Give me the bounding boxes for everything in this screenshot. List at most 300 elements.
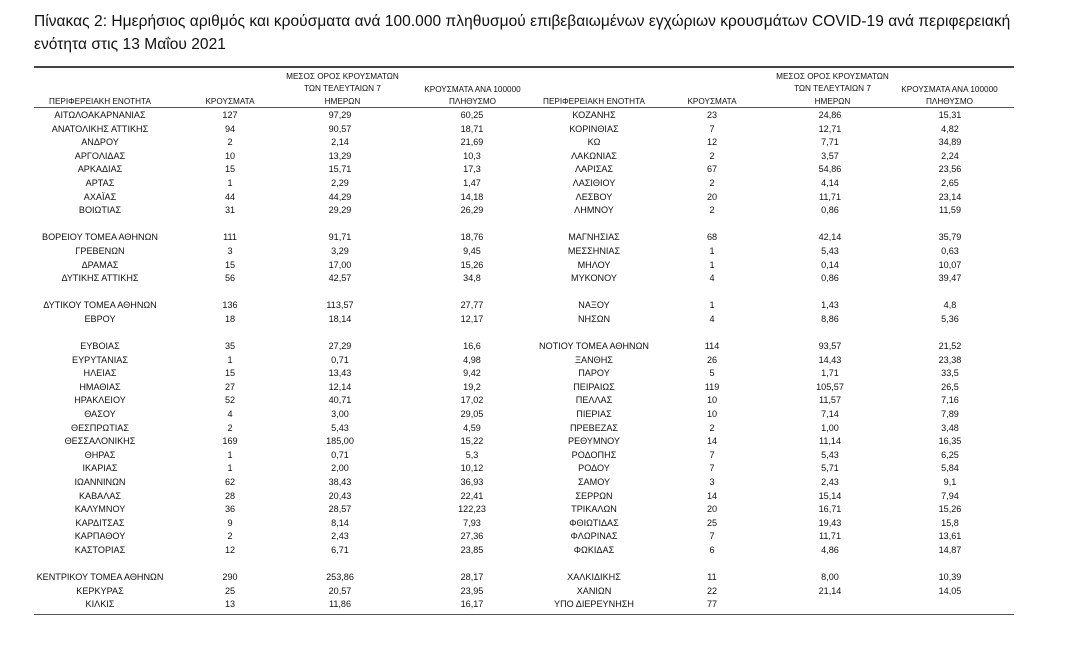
right-row-per100k-cell: 23,38 xyxy=(938,354,962,365)
right-header-region: ΠΕΡΙΦΕΡΕΙΑΚΗ ΕΝΟΤΗΤΑ xyxy=(543,97,645,106)
left-row-cases-cell: 44 xyxy=(224,191,236,202)
right-row-avg-cell: 105,57 xyxy=(816,381,844,392)
left-row-avg-cell: 11,86 xyxy=(328,599,352,610)
right-row-region-cell: ΜΕΣΣΗΝΙΑΣ xyxy=(567,245,621,256)
right-row-avg-cell: 4,86 xyxy=(821,545,839,555)
left-row-cases-cell: 3 xyxy=(227,245,233,256)
right-row-avg-cell: 16,71 xyxy=(818,504,842,515)
left-row-cases-cell: 2 xyxy=(227,137,233,148)
right-row-avg-cell: 7,14 xyxy=(821,409,839,420)
left-row-avg-cell: 91,71 xyxy=(328,232,352,243)
left-row-per100k-cell: 12,17 xyxy=(460,313,484,324)
left-row-per100k-cell: 23,85 xyxy=(460,545,484,555)
right-row-avg-cell: 42,14 xyxy=(818,232,842,243)
left-row-cases-cell: 1 xyxy=(227,463,233,474)
left-row-per100k-cell: 27,77 xyxy=(460,300,484,311)
left-row-per100k-cell: 17,3 xyxy=(463,164,481,175)
right-row-cases-cell: 20 xyxy=(706,504,718,515)
right-row-per100k-cell: 0,63 xyxy=(941,245,959,256)
left-header-avg-line1: ΜΕΣΟΣ ΟΡΟΣ ΚΡΟΥΣΜΑΤΩΝ xyxy=(286,72,399,81)
right-row-region-cell: ΠΕΙΡΑΙΩΣ xyxy=(573,381,615,392)
left-row-region-cell: ΚΕΝΤΡΙΚΟΥ ΤΟΜΕΑ ΑΘΗΝΩΝ xyxy=(36,572,164,583)
left-row-cases-cell: 31 xyxy=(224,205,236,216)
left-row-avg-cell: 12,14 xyxy=(328,381,352,392)
left-row-region-cell: ΑΝΑΤΟΛΙΚΗΣ ΑΤΤΙΚΗΣ xyxy=(51,123,149,134)
left-row-per100k-cell: 9,45 xyxy=(463,245,481,256)
left-region-column xyxy=(34,109,166,612)
left-row-cases-cell: 62 xyxy=(224,477,236,488)
left-row-cases-cell: 52 xyxy=(224,395,236,406)
left-row-per100k-cell: 28,17 xyxy=(460,572,484,583)
left-row-avg-cell: 0,71 xyxy=(331,354,349,365)
right-row-cases-cell: 14 xyxy=(706,436,718,447)
left-row-avg-cell: 42,57 xyxy=(328,273,352,284)
right-row-per100k-cell: 21,52 xyxy=(938,341,962,352)
right-row-cases-cell: 6 xyxy=(709,545,715,555)
row-gap xyxy=(790,327,870,341)
right-row-per100k-cell: 26,5 xyxy=(941,381,959,392)
right-row-per100k-cell: 34,89 xyxy=(938,137,962,148)
left-row-per100k-cell: 17,02 xyxy=(460,395,484,406)
right-row-avg-cell: 7,71 xyxy=(821,137,839,148)
right-row-avg-cell xyxy=(790,598,870,612)
right-row-avg-cell: 11,71 xyxy=(818,531,842,542)
left-row-region-cell: ΚΑΡΠΑΘΟΥ xyxy=(74,531,126,542)
left-row-region-cell: ΘΕΣΠΡΩΤΙΑΣ xyxy=(71,422,129,433)
right-row-cases-cell: 4 xyxy=(709,313,715,324)
right-row-avg-cell: 8,00 xyxy=(821,572,839,583)
left-row-per100k-cell: 14,18 xyxy=(460,191,484,202)
left-row-region-cell: ΔΥΤΙΚΗΣ ΑΤΤΙΚΗΣ xyxy=(61,273,139,284)
left-header-avg-line3: ΗΜΕΡΩΝ xyxy=(324,97,361,106)
row-gap xyxy=(432,286,512,300)
left-row-region-cell: ΔΡΑΜΑΣ xyxy=(81,259,119,270)
right-row-cases-cell: 1 xyxy=(709,245,715,256)
left-row-cases-cell: 56 xyxy=(224,273,236,284)
right-row-cases-cell: 77 xyxy=(706,599,718,610)
left-row-cases-cell: 36 xyxy=(224,504,236,515)
right-row-per100k-cell: 14,05 xyxy=(938,585,962,596)
left-row-avg-cell: 18,14 xyxy=(328,313,352,324)
right-row-region-cell: ΡΟΔΟΠΗΣ xyxy=(571,449,617,460)
left-row-per100k-cell: 36,93 xyxy=(460,477,484,488)
left-row-cases-cell: 127 xyxy=(222,110,238,120)
left-row-avg-cell: 185,00 xyxy=(326,436,354,447)
row-gap xyxy=(190,286,270,300)
left-row-avg-cell: 2,00 xyxy=(331,463,349,474)
left-row-per100k-cell: 26,29 xyxy=(460,205,484,216)
right-row-cases-cell: 68 xyxy=(706,232,718,243)
left-header-region: ΠΕΡΙΦΕΡΕΙΑΚΗ ΕΝΟΤΗΤΑ xyxy=(49,97,151,106)
right-row-cases-cell: 2 xyxy=(709,177,715,188)
right-row-cases-cell: 11 xyxy=(707,572,717,583)
right-row-cases-cell: 7 xyxy=(709,449,715,460)
right-row-region-cell: ΚΩ xyxy=(587,137,601,148)
left-row-cases-cell: 18 xyxy=(224,313,236,324)
row-gap xyxy=(432,218,512,232)
right-row-per100k-cell: 15,31 xyxy=(938,110,962,120)
right-row-region-cell: ΝΗΣΩΝ xyxy=(577,313,611,324)
right-row-region-cell: ΦΛΩΡΙΝΑΣ xyxy=(570,531,618,542)
left-row-region-cell: ΓΡΕΒΕΝΩΝ xyxy=(75,245,125,256)
left-row-per100k-cell: 16,17 xyxy=(460,599,484,610)
left-row-avg-cell: 15,71 xyxy=(328,164,352,175)
left-row-avg-cell: 28,57 xyxy=(328,504,352,515)
right-row-region-cell: ΛΑΣΙΘΙΟΥ xyxy=(572,177,616,188)
right-row-per100k-cell: 7,89 xyxy=(941,409,959,420)
left-avg-column xyxy=(300,109,380,612)
left-row-per100k-cell: 5,3 xyxy=(465,449,479,460)
row-gap xyxy=(190,327,270,341)
right-row-avg-cell: 11,14 xyxy=(818,436,842,447)
right-row-per100k-cell: 39,47 xyxy=(938,273,962,284)
left-row-cases-cell: 25 xyxy=(224,585,236,596)
right-row-per100k-cell: 14,87 xyxy=(938,545,962,555)
left-row-cases-cell: 10 xyxy=(224,150,236,161)
right-row-avg-cell: 1,00 xyxy=(821,422,839,433)
row-gap xyxy=(34,286,166,300)
right-row-avg-cell: 54,86 xyxy=(818,164,842,175)
row-gap xyxy=(190,558,270,572)
right-row-per100k-cell xyxy=(910,598,990,612)
left-header-per100k-line1: ΚΡΟΥΣΜΑΤΑ ΑΝΑ 100000 xyxy=(424,85,521,94)
right-row-cases-cell: 7 xyxy=(709,531,715,542)
right-row-region-cell: ΣΑΜΟΥ xyxy=(577,477,611,488)
left-row-region-cell: ΚΕΡΚΥΡΑΣ xyxy=(76,585,124,596)
left-row-avg-cell: 0,71 xyxy=(331,449,349,460)
right-row-per100k-cell: 5,84 xyxy=(941,463,959,474)
left-header-per100k-line2: ΠΛΗΘΥΣΜΟ xyxy=(448,97,497,106)
row-gap xyxy=(790,286,870,300)
row-gap xyxy=(528,558,660,572)
right-row-avg-cell: 5,43 xyxy=(821,449,839,460)
right-row-per100k-cell: 13,61 xyxy=(938,531,962,542)
left-row-avg-cell: 2,43 xyxy=(331,531,349,542)
row-gap xyxy=(672,327,752,341)
left-per100k-column xyxy=(432,109,512,612)
right-row-region-cell: ΜΗΛΟΥ xyxy=(577,259,611,270)
row-gap xyxy=(672,558,752,572)
left-row-region-cell: ΔΥΤΙΚΟΥ ΤΟΜΕΑ ΑΘΗΝΩΝ xyxy=(43,300,157,311)
right-row-per100k-cell: 9,1 xyxy=(943,477,957,488)
left-row-region-cell: ΚΑΛΥΜΝΟΥ xyxy=(74,504,126,515)
left-row-region-cell: ΕΒΡΟΥ xyxy=(84,313,116,324)
right-row-per100k-cell: 10,39 xyxy=(938,572,962,583)
right-row-cases-cell: 23 xyxy=(706,110,718,120)
right-row-region-cell: ΧΑΝΙΩΝ xyxy=(576,585,612,596)
right-row-per100k-cell: 7,94 xyxy=(941,490,959,501)
right-row-avg-cell: 11,71 xyxy=(818,191,842,202)
right-row-avg-cell: 19,43 xyxy=(818,517,842,528)
right-row-per100k-cell: 10,07 xyxy=(938,259,962,270)
right-row-region-cell: ΛΕΣΒΟΥ xyxy=(575,191,613,202)
left-row-avg-cell: 38,43 xyxy=(328,477,352,488)
right-row-per100k-cell: 15,8 xyxy=(941,517,959,528)
left-row-region-cell: ΗΛΕΙΑΣ xyxy=(83,368,117,379)
left-row-cases-cell: 2 xyxy=(227,422,233,433)
left-row-region-cell: ΘΗΡΑΣ xyxy=(84,449,116,460)
right-row-per100k-cell: 4,82 xyxy=(941,123,959,134)
left-row-avg-cell: 17,00 xyxy=(328,259,352,270)
right-row-avg-cell: 15,14 xyxy=(818,490,842,501)
right-row-per100k-cell: 23,14 xyxy=(938,191,962,202)
right-row-cases-cell: 25 xyxy=(706,517,718,528)
right-row-avg-cell: 93,57 xyxy=(818,341,842,352)
right-row-avg-cell: 1,43 xyxy=(821,300,839,311)
left-row-per100k-cell: 10,3 xyxy=(463,150,481,161)
row-gap xyxy=(910,286,990,300)
left-row-region-cell: ΑΡΤΑΣ xyxy=(85,177,115,188)
right-row-cases-cell: 10 xyxy=(706,395,718,406)
right-row-region-cell: ΠΡΕΒΕΖΑΣ xyxy=(569,422,619,433)
right-row-avg-cell: 1,71 xyxy=(821,368,839,379)
right-row-region-cell: ΚΟΖΑΝΗΣ xyxy=(572,110,616,120)
right-header-avg-line1: ΜΕΣΟΣ ΟΡΟΣ ΚΡΟΥΣΜΑΤΩΝ xyxy=(776,72,889,81)
left-row-region-cell: ΑΡΚΑΔΙΑΣ xyxy=(77,164,123,175)
row-gap xyxy=(790,218,870,232)
right-row-per100k-cell: 11,59 xyxy=(938,205,962,216)
right-row-avg-cell: 0,86 xyxy=(821,205,839,216)
left-row-region-cell: ΚΑΒΑΛΑΣ xyxy=(78,490,122,501)
left-row-cases-cell: 28 xyxy=(224,490,236,501)
left-row-per100k-cell: 27,36 xyxy=(460,531,484,542)
right-row-cases-cell: 12 xyxy=(706,137,718,148)
right-header-per100k-line2: ΠΛΗΘΥΣΜΟ xyxy=(925,97,974,106)
header-rule xyxy=(34,107,1014,108)
right-row-per100k-cell: 4,8 xyxy=(943,300,957,311)
right-row-region-cell: ΦΩΚΙΔΑΣ xyxy=(573,545,615,555)
left-row-cases-cell: 15 xyxy=(224,259,236,270)
left-row-cases-cell: 136 xyxy=(222,300,238,311)
left-row-cases-cell: 13 xyxy=(224,599,236,610)
right-row-cases-cell: 114 xyxy=(704,341,720,352)
left-row-cases-cell: 1 xyxy=(227,177,233,188)
row-gap xyxy=(672,286,752,300)
right-row-per100k-cell: 2,65 xyxy=(941,177,959,188)
row-gap xyxy=(672,218,752,232)
left-row-cases-cell: 94 xyxy=(224,123,236,134)
right-row-cases-cell: 67 xyxy=(706,164,718,175)
left-row-cases-cell: 15 xyxy=(224,368,236,379)
left-row-avg-cell: 27,29 xyxy=(328,341,352,352)
left-header-avg xyxy=(270,72,415,107)
right-header-avg-line2: ΤΩΝ ΤΕΛΕΥΤΑΙΩΝ 7 xyxy=(794,84,871,93)
row-gap xyxy=(432,558,512,572)
left-row-cases-cell: 1 xyxy=(227,449,233,460)
left-row-per100k-cell: 1,47 xyxy=(463,177,481,188)
right-row-cases-cell: 7 xyxy=(709,463,715,474)
right-row-avg-cell: 5,43 xyxy=(821,245,839,256)
left-row-per100k-cell: 15,26 xyxy=(460,259,484,270)
row-gap xyxy=(190,218,270,232)
left-row-region-cell: ΘΕΣΣΑΛΟΝΙΚΗΣ xyxy=(64,436,136,447)
right-row-region-cell: ΝΑΞΟΥ xyxy=(578,300,610,311)
left-row-per100k-cell: 60,25 xyxy=(460,110,484,120)
right-row-per100k-cell: 6,25 xyxy=(941,449,959,460)
left-row-region-cell: ΑΧΑΪΑΣ xyxy=(83,191,117,202)
right-row-cases-cell: 4 xyxy=(709,273,715,284)
right-row-region-cell: ΦΘΙΩΤΙΔΑΣ xyxy=(569,517,619,528)
right-row-region-cell: ΝΟΤΙΟΥ ΤΟΜΕΑ ΑΘΗΝΩΝ xyxy=(539,341,649,352)
right-row-per100k-cell: 33,5 xyxy=(941,368,959,379)
bottom-rule xyxy=(34,614,1014,615)
left-row-per100k-cell: 19,2 xyxy=(463,381,481,392)
right-row-cases-cell: 2 xyxy=(709,422,715,433)
left-row-per100k-cell: 10,12 xyxy=(460,463,484,474)
right-row-cases-cell: 22 xyxy=(706,585,718,596)
right-row-per100k-cell: 16,35 xyxy=(938,436,962,447)
right-row-cases-cell: 1 xyxy=(709,259,715,270)
left-row-avg-cell: 40,71 xyxy=(328,395,352,406)
right-row-region-cell: ΡΕΘΥΜΝΟΥ xyxy=(568,436,620,447)
left-row-avg-cell: 13,29 xyxy=(328,150,352,161)
left-row-cases-cell: 111 xyxy=(223,232,237,243)
left-row-per100k-cell: 122,23 xyxy=(458,504,486,515)
right-row-avg-cell: 3,57 xyxy=(821,150,839,161)
right-row-region-cell: ΜΑΓΝΗΣΙΑΣ xyxy=(568,232,620,243)
left-row-avg-cell: 5,43 xyxy=(331,422,349,433)
left-header-per100k xyxy=(405,85,540,107)
left-row-cases-cell: 15 xyxy=(224,164,236,175)
right-header-cases: ΚΡΟΥΣΜΑΤΑ xyxy=(687,97,737,106)
left-row-avg-cell: 97,29 xyxy=(328,110,352,120)
left-row-region-cell: ΒΟΡΕΙΟΥ ΤΟΜΕΑ ΑΘΗΝΩΝ xyxy=(42,232,158,243)
right-row-avg-cell: 4,14 xyxy=(821,177,839,188)
left-row-per100k-cell: 4,98 xyxy=(463,354,481,365)
left-row-avg-cell: 20,43 xyxy=(328,490,352,501)
right-row-avg-cell: 0,14 xyxy=(821,259,839,270)
right-row-per100k-cell: 35,79 xyxy=(938,232,962,243)
right-header-per100k-line1: ΚΡΟΥΣΜΑΤΑ ΑΝΑ 100000 xyxy=(901,85,998,94)
row-gap xyxy=(910,218,990,232)
row-gap xyxy=(300,286,380,300)
row-gap xyxy=(910,327,990,341)
left-row-cases-cell: 12 xyxy=(224,545,236,555)
left-row-per100k-cell: 21,69 xyxy=(460,137,484,148)
left-row-per100k-cell: 15,22 xyxy=(460,436,484,447)
left-row-cases-cell: 290 xyxy=(222,572,238,583)
right-header-per100k xyxy=(882,85,1017,107)
left-row-per100k-cell: 23,95 xyxy=(460,585,484,596)
left-row-avg-cell: 2,14 xyxy=(331,137,349,148)
left-row-per100k-cell: 34,8 xyxy=(463,273,481,284)
left-row-avg-cell: 253,86 xyxy=(326,572,354,583)
right-row-region-cell: ΠΑΡΟΥ xyxy=(578,368,610,379)
right-row-per100k-cell: 7,16 xyxy=(941,395,959,406)
left-row-avg-cell: 90,57 xyxy=(328,123,352,134)
left-row-cases-cell: 1 xyxy=(227,354,233,365)
left-row-region-cell: ΙΚΑΡΙΑΣ xyxy=(82,463,118,474)
right-region-column xyxy=(528,109,660,612)
right-row-per100k-cell: 23,56 xyxy=(938,164,962,175)
left-row-avg-cell: 29,29 xyxy=(328,205,352,216)
right-row-per100k-cell: 2,24 xyxy=(941,150,959,161)
left-row-region-cell: ΗΜΑΘΙΑΣ xyxy=(79,381,121,392)
right-row-region-cell: ΛΑΚΩΝΙΑΣ xyxy=(571,150,617,161)
right-row-avg-cell: 2,43 xyxy=(821,477,839,488)
left-row-avg-cell: 2,29 xyxy=(331,177,349,188)
right-row-avg-cell: 14,43 xyxy=(818,354,842,365)
right-row-cases-cell: 119 xyxy=(704,381,720,392)
right-row-region-cell: ΛΑΡΙΣΑΣ xyxy=(574,164,614,175)
right-row-region-cell: ΜΥΚΟΝΟΥ xyxy=(571,273,617,284)
left-row-per100k-cell: 18,71 xyxy=(460,123,484,134)
row-gap xyxy=(790,558,870,572)
left-row-cases-cell: 169 xyxy=(222,436,238,447)
row-gap xyxy=(300,327,380,341)
left-row-cases-cell: 27 xyxy=(224,381,236,392)
left-row-region-cell: ΗΡΑΚΛΕΙΟΥ xyxy=(74,395,126,406)
left-row-region-cell: ΚΑΡΔΙΤΣΑΣ xyxy=(75,517,125,528)
right-row-avg-cell: 8,86 xyxy=(821,313,839,324)
row-gap xyxy=(34,218,166,232)
left-row-region-cell: ΙΩΑΝΝΙΝΩΝ xyxy=(74,477,126,488)
right-row-region-cell: ΥΠΟ ΔΙΕΡΕΥΝΗΣΗ xyxy=(554,599,634,610)
left-row-per100k-cell: 22,41 xyxy=(460,490,484,501)
right-row-cases-cell: 14 xyxy=(706,490,718,501)
row-gap xyxy=(300,218,380,232)
right-row-per100k-cell: 3,48 xyxy=(941,422,959,433)
right-row-region-cell: ΚΟΡΙΝΘΙΑΣ xyxy=(569,123,619,134)
right-row-region-cell: ΠΙΕΡΙΑΣ xyxy=(576,409,612,420)
left-row-region-cell: ΑΙΤΩΛΟΑΚΑΡΝΑΝΙΑΣ xyxy=(54,110,146,120)
row-gap xyxy=(34,558,166,572)
left-row-region-cell: ΑΝΔΡΟΥ xyxy=(81,137,119,148)
left-row-region-cell: ΒΟΙΩΤΙΑΣ xyxy=(78,205,122,216)
row-gap xyxy=(300,558,380,572)
left-row-region-cell: ΕΥΒΟΙΑΣ xyxy=(80,341,120,352)
right-row-avg-cell: 0,86 xyxy=(821,273,839,284)
right-row-per100k-cell: 15,26 xyxy=(938,504,962,515)
right-row-cases-cell: 26 xyxy=(706,354,718,365)
right-row-region-cell: ΠΕΛΛΑΣ xyxy=(575,395,613,406)
left-cases-column xyxy=(190,109,270,612)
left-row-cases-cell: 35 xyxy=(224,341,236,352)
right-header-avg-line3: ΗΜΕΡΩΝ xyxy=(814,97,851,106)
right-cases-column xyxy=(672,109,752,612)
left-row-cases-cell: 4 xyxy=(227,409,233,420)
left-header-cases: ΚΡΟΥΣΜΑΤΑ xyxy=(205,97,255,106)
left-row-cases-cell: 2 xyxy=(227,531,233,542)
right-row-cases-cell: 1 xyxy=(709,300,715,311)
right-row-avg-cell: 11,57 xyxy=(818,395,842,406)
row-gap xyxy=(528,218,660,232)
left-row-avg-cell: 13,43 xyxy=(328,368,352,379)
left-row-avg-cell: 20,57 xyxy=(328,585,352,596)
left-row-per100k-cell: 9,42 xyxy=(463,368,481,379)
left-row-per100k-cell: 16,6 xyxy=(463,341,481,352)
left-row-region-cell: ΚΙΛΚΙΣ xyxy=(85,599,115,610)
right-per100k-column xyxy=(910,109,990,612)
right-row-cases-cell: 2 xyxy=(709,150,715,161)
right-row-region-cell: ΡΟΔΟΥ xyxy=(578,463,610,474)
left-row-avg-cell: 113,57 xyxy=(326,300,354,311)
right-row-region-cell: ΞΑΝΘΗΣ xyxy=(575,354,613,365)
right-row-region-cell: ΛΗΜΝΟΥ xyxy=(574,205,614,216)
row-gap xyxy=(432,327,512,341)
right-row-avg-cell: 24,86 xyxy=(818,110,842,120)
right-avg-column xyxy=(790,109,870,612)
right-row-cases-cell: 3 xyxy=(709,477,715,488)
right-row-cases-cell: 20 xyxy=(706,191,718,202)
left-row-per100k-cell: 4,59 xyxy=(463,422,481,433)
left-row-avg-cell: 3,29 xyxy=(331,245,349,256)
left-row-avg-cell: 44,29 xyxy=(328,191,352,202)
left-row-avg-cell: 8,14 xyxy=(331,517,349,528)
right-row-cases-cell: 10 xyxy=(706,409,718,420)
right-row-cases-cell: 5 xyxy=(709,368,715,379)
left-row-per100k-cell: 18,76 xyxy=(460,232,484,243)
